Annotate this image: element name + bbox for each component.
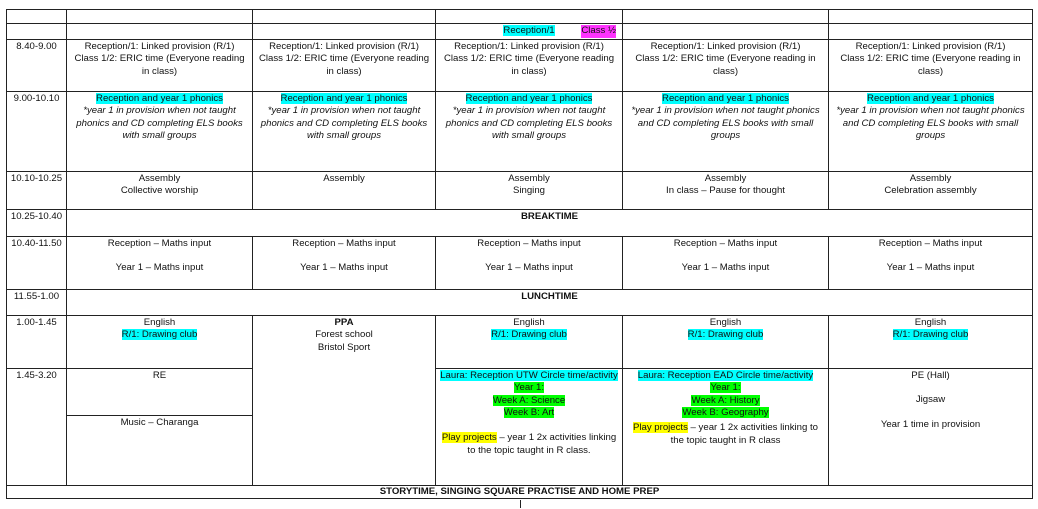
cell-mon [67,236,253,289]
cell-wed [436,368,623,485]
cell-line: Reception/1: Linked provision (R/1) [855,40,1006,52]
year1-label: Year 1: [513,382,545,394]
cell-tue-ppa [253,315,436,485]
week-b-label: Week B: Art [503,407,555,419]
maths-reception: Reception – Maths input [477,237,581,249]
maths-year1: Year 1 – Maths input [485,262,573,274]
footer-banner: STORYTIME, SINGING SQUARE PRACTISE AND HOME PREP [7,485,1033,498]
cell-line: Collective worship [120,185,199,197]
time-cell: 1.00-1.45 [7,315,67,368]
cell-line: Singing [512,185,545,197]
timetable [6,9,1033,499]
spacer [439,250,619,262]
english-label: English [709,316,742,328]
row-145-a [7,368,1033,415]
header-blank [253,10,436,24]
phonics-label: Reception and year 1 phonics [280,92,408,104]
cell-line: Assembly [704,172,747,184]
cell-fri [829,39,1033,91]
cell-fri [829,368,1033,485]
cell-mon [67,315,253,368]
phonics-note: *year 1 in provision when not taught phonics and CD completing ELS books with small groups [76,105,243,142]
spacer [626,250,825,262]
phonics-note: *year 1 in provision when not taught phonics and CD completing ELS books with small groups [260,105,428,142]
header-blank-time [7,24,67,40]
row-1155 [7,289,1033,315]
time-cell: 1.45-3.20 [7,368,67,485]
jigsaw-label: Jigsaw [915,394,946,406]
drawing-club-label: R/1: Drawing club [892,329,969,341]
lunchtime-banner: LUNCHTIME [67,289,1033,315]
cell-thu [623,39,829,91]
cell-wed [436,39,623,91]
cell-thu [623,171,829,209]
cell-mon-re: RE [67,368,253,415]
cell-mon [67,39,253,91]
cell-line: Class 1/2: ERIC time (Everyone reading in class) [74,53,245,77]
maths-year1: Year 1 – Maths input [886,262,975,274]
header-blank [623,10,829,24]
header-blank-time [7,10,67,24]
header-blank [623,24,829,40]
cell-thu [623,236,829,289]
header-blank [67,24,253,40]
header-blank [829,10,1033,24]
cell-line: In class – Pause for thought [666,185,785,197]
spacer [256,250,432,262]
spacer [832,382,1029,394]
spacer [70,250,249,262]
header-class-cell [436,24,623,40]
header-blank [253,24,436,40]
row-100 [7,315,1033,368]
cell-mon [67,91,253,171]
cell-fri [829,236,1033,289]
row-1040 [7,236,1033,289]
maths-reception: Reception – Maths input [292,237,396,249]
cell-wed [436,236,623,289]
cell-line: Class 1/2: ERIC time (Everyone reading in class) [840,53,1021,77]
row-840 [7,39,1033,91]
cell-thu [623,91,829,171]
maths-reception: Reception – Maths input [878,237,983,249]
cell-thu [623,368,829,485]
cell-line: Reception/1: Linked provision (R/1) [650,40,801,52]
header-blank [436,10,623,24]
play-projects-label: Play projects [632,421,688,433]
english-label: English [513,316,545,328]
header-reception-label: Reception/1 [503,25,555,36]
phonics-note: *year 1 in provision when not taught phonics and CD completing ELS books with small groups [631,105,820,142]
cell-tue [253,39,436,91]
time-cell: 10.10-10.25 [7,171,67,209]
spacer [832,407,1029,419]
cell-line: Class 1/2: ERIC time (Everyone reading in class) [443,53,615,77]
week-a-label: Week A: Science [492,394,566,406]
drawing-club-label: R/1: Drawing club [121,329,198,341]
maths-reception: Reception – Maths input [673,237,778,249]
cell-line: Assembly [323,172,365,184]
maths-year1: Year 1 – Maths input [300,262,388,274]
cell-mon [67,171,253,209]
breaktime-banner: BREAKTIME [67,209,1033,236]
english-label: English [143,316,176,328]
header-class-label: Class ½ [581,25,616,36]
ppa-line: Bristol Sport [317,341,371,353]
cell-thu [623,315,829,368]
cell-line: Reception/1: Linked provision (R/1) [269,40,419,52]
maths-reception: Reception – Maths input [107,237,212,249]
spacer [439,420,619,432]
provision-label: Year 1 time in provision [880,418,981,430]
time-cell: 8.40-9.00 [7,39,67,91]
phonics-label: Reception and year 1 phonics [867,92,994,104]
drawing-club-label: R/1: Drawing club [491,329,567,341]
phonics-label: Reception and year 1 phonics [465,92,593,104]
play-projects-text: – year 1 2x activities linking to the topic taught in R class. [467,431,617,456]
english-label: English [914,316,947,328]
spacer [832,250,1029,262]
cell-fri [829,91,1033,171]
cell-fri [829,171,1033,209]
maths-year1: Year 1 – Maths input [115,262,204,274]
cell-wed [436,91,623,171]
ppa-line: Forest school [315,329,373,341]
phonics-label: Reception and year 1 phonics [662,92,789,104]
header-blank [67,10,253,24]
cell-tue [253,171,436,209]
time-cell: 11.55-1.00 [7,289,67,315]
week-b-label: Week B: Geography [682,407,769,419]
maths-year1: Year 1 – Maths input [681,262,770,274]
row-900 [7,91,1033,171]
row-1010 [7,171,1033,209]
cell-line: Reception/1: Linked provision (R/1) [454,40,604,52]
footer-row [7,485,1033,498]
cursor-mark [520,500,521,508]
phonics-note: *year 1 in provision when not taught phonics and CD completing ELS books with small groups [836,105,1025,142]
pe-label: PE (Hall) [911,369,950,381]
cell-tue [253,236,436,289]
play-projects-text: – year 1 2x activities linking to the topic taught in R class [670,421,819,446]
cell-tue [253,91,436,171]
cell-fri [829,315,1033,368]
week-a-label: Week A: History [691,394,760,406]
year1-label: Year 1: [710,382,741,394]
cell-line: Reception/1: Linked provision (R/1) [84,40,235,52]
ppa-title: PPA [334,316,354,328]
cell-mon-music: Music – Charanga [67,415,253,485]
header-row-classes [7,24,1033,40]
cell-line: Class 1/2: ERIC time (Everyone reading in class) [258,53,430,77]
time-cell: 9.00-10.10 [7,91,67,171]
phonics-note: *year 1 in provision when not taught phonics and CD completing ELS books with small groups [445,105,613,142]
cell-wed [436,171,623,209]
time-cell: 10.25-10.40 [7,209,67,236]
time-cell: 10.40-11.50 [7,236,67,289]
cell-line: Celebration assembly [884,185,977,197]
cell-line: Assembly [508,172,550,184]
laura-activity: Laura: Reception UTW Circle time/activity [440,369,618,381]
cell-line: Assembly [909,172,952,184]
header-row-days [7,10,1033,24]
header-blank [829,24,1033,40]
phonics-label: Reception and year 1 phonics [96,92,223,104]
cell-line: Assembly [138,172,181,184]
play-projects-label: Play projects [441,431,497,443]
row-1025 [7,209,1033,236]
cell-wed [436,315,623,368]
cell-line: Class 1/2: ERIC time (Everyone reading in class) [635,53,816,77]
laura-activity: Laura: Reception EAD Circle time/activity [637,369,814,381]
drawing-club-label: R/1: Drawing club [687,329,764,341]
